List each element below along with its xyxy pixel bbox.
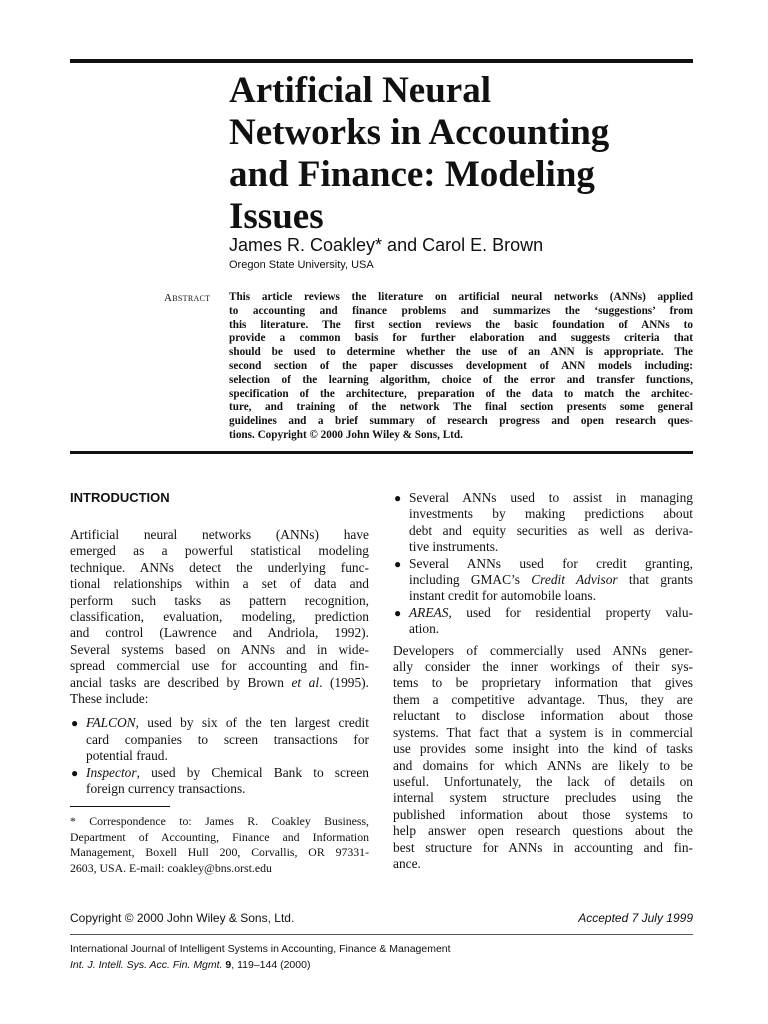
journal-name: International Journal of Intelligent Systems in Accounting, Finance & Management bbox=[70, 943, 451, 955]
citation-volume: 9 bbox=[225, 959, 232, 971]
abstract-line: to accounting and finance problems and summarizes the ‘suggestions’ from bbox=[229, 304, 693, 317]
text-line bbox=[409, 572, 693, 588]
affiliation: Oregon State University, USA bbox=[229, 259, 374, 271]
system-name: AREAS bbox=[409, 604, 449, 620]
text-line bbox=[86, 765, 369, 781]
text-run: that grants bbox=[617, 572, 693, 588]
abstract-label: Abstract bbox=[164, 292, 211, 304]
text-line: internal system structure precludes using the bbox=[393, 790, 693, 806]
journal-citation bbox=[70, 957, 310, 973]
text-line: and domains for which ANNs are likely to be bbox=[393, 757, 693, 773]
text-line: card companies to screen transactions for bbox=[86, 731, 369, 747]
abstract-line: second section of the paper discusses development of ANN models including: bbox=[229, 359, 693, 372]
text-line: ally consider the inner workings of their sys- bbox=[393, 659, 693, 675]
text-line: useful. Unfortunately, the lack of details on bbox=[393, 773, 693, 789]
text-line: technique. ANNs detect the underlying func- bbox=[70, 559, 369, 575]
list-item-investments bbox=[393, 490, 693, 556]
left-column bbox=[70, 490, 369, 798]
abstract-line: selection of the learning algorithm, choice of the error and transfer functions, bbox=[229, 373, 693, 386]
bullet-icon: ● bbox=[394, 491, 402, 505]
footer-rule bbox=[70, 934, 693, 935]
text-run: , used by Chemical Bank to screen bbox=[136, 764, 369, 780]
text-run: , used for residential property valu- bbox=[448, 604, 693, 620]
authors: James R. Coakley* and Carol E. Brown bbox=[229, 235, 544, 255]
abstract-line: This article reviews the literature on artificial neural networks (ANNs) applied bbox=[229, 291, 693, 303]
text-line: tive instruments. bbox=[409, 539, 499, 555]
correspondence-footnote bbox=[70, 814, 369, 876]
text-run: , used by six of the ten largest credit bbox=[135, 715, 369, 731]
text-line: ance. bbox=[393, 855, 421, 871]
top-rule bbox=[70, 59, 693, 63]
text-line: debt and equity securities as well as deriva- bbox=[409, 522, 693, 538]
title-line: Issues bbox=[229, 196, 324, 237]
text-line: systems. That fact that a system is in commercial bbox=[393, 724, 693, 740]
text-line: Several ANNs used for credit granting, bbox=[409, 555, 693, 571]
bullet-icon: ● bbox=[394, 556, 402, 571]
text-line: Several systems based on ANNs and in wide- bbox=[70, 641, 369, 657]
text-line: Artificial neural networks (ANNs) have bbox=[70, 527, 369, 542]
text-line: help answer open research questions about the bbox=[393, 823, 693, 839]
abstract-divider bbox=[70, 451, 693, 454]
text-line: foreign currency transactions. bbox=[86, 781, 246, 797]
text-run: including GMAC’s bbox=[409, 572, 532, 588]
footnote-line: * Correspondence to: James R. Coakley Business, bbox=[70, 814, 369, 828]
text-line bbox=[409, 605, 693, 621]
text-line: tional relationships within a set of data and bbox=[70, 576, 369, 592]
text-line: best structure for ANNs in accounting and fin- bbox=[393, 839, 693, 855]
text-line: and control (Lawrence and Andriola, 1992). bbox=[70, 625, 369, 641]
abstract-line: specification of the architecture, preparation of the data to match the architec- bbox=[229, 387, 693, 400]
footnote-rule bbox=[70, 806, 170, 807]
text-line: perform such tasks as pattern recognition, bbox=[70, 592, 369, 608]
right-column bbox=[393, 490, 693, 872]
text-line: published information about those systems to bbox=[393, 806, 693, 822]
list-item-inspector bbox=[70, 765, 369, 798]
footnote-line: 2603, USA. E-mail: coakley@bns.orst.edu bbox=[70, 860, 272, 875]
text-run: . (1995). bbox=[319, 674, 369, 690]
accepted-date: Accepted 7 July 1999 bbox=[578, 911, 693, 925]
text-line: use provides some insight into the kind of tasks bbox=[393, 741, 693, 757]
abstract-line: tions. Copyright © 2000 John Wiley & Sons, Ltd. bbox=[229, 428, 463, 441]
title-line: Artificial Neural bbox=[229, 70, 491, 111]
text-line: them a competitive advantage. Thus, they are bbox=[393, 691, 693, 707]
list-item-credit bbox=[393, 556, 693, 605]
text-line: Several ANNs used to assist in managing bbox=[409, 490, 693, 505]
bullet-icon: ● bbox=[394, 605, 402, 620]
title-line: and Finance: Modeling bbox=[229, 154, 595, 195]
text-line: These include: bbox=[70, 691, 149, 707]
footnote-line: Department of Accounting, Finance and Information bbox=[70, 829, 369, 844]
text-line: reluctant to disclose information about those bbox=[393, 708, 693, 724]
footnote-line: Management, Boxell Hull 200, Corvallis, OR 97331- bbox=[70, 845, 369, 860]
list-item-falcon bbox=[70, 715, 369, 764]
text-line: investments by making predictions about bbox=[409, 506, 693, 522]
title-line: Networks in Accounting bbox=[229, 112, 610, 153]
bullet-icon: ● bbox=[71, 765, 79, 780]
abstract-line: this literature. The first section reviews the basic foundation of ANNs to bbox=[229, 318, 693, 331]
text-line bbox=[86, 715, 369, 731]
abstract-line: guidelines and a brief summary of research progress and open research ques- bbox=[229, 415, 693, 428]
system-name: FALCON bbox=[86, 715, 136, 731]
abstract-line: ture, and training of the network The final section presents some general bbox=[229, 401, 693, 414]
text-line: Developers of commercially used ANNs gener- bbox=[393, 642, 693, 658]
text-run: ancial tasks are described by Brown bbox=[70, 674, 292, 690]
citation-pages: , 119–144 (2000) bbox=[231, 959, 311, 971]
text-line: tems to be proprietary information that gives bbox=[393, 675, 693, 691]
text-line: instant credit for automobile loans. bbox=[409, 588, 597, 604]
citation-etal: et al bbox=[291, 674, 320, 690]
text-line: emerged as a powerful statistical modeling bbox=[70, 543, 369, 559]
system-name: Credit Advisor bbox=[531, 572, 618, 588]
text-line: ation. bbox=[409, 621, 440, 637]
system-name: Inspector bbox=[86, 764, 137, 780]
developers-paragraph bbox=[393, 643, 693, 873]
citation-journal-abbrev: Int. J. Intell. Sys. Acc. Fin. Mgmt. bbox=[70, 959, 223, 971]
article-title bbox=[229, 70, 699, 238]
text-line: spread commercial use for accounting and fin- bbox=[70, 658, 369, 674]
list-item-areas bbox=[393, 605, 693, 638]
abstract-line: should be used to determine whether the use of an ANN is appropriate. The bbox=[229, 346, 693, 359]
text-line: classification, evaluation, modeling, prediction bbox=[70, 609, 369, 625]
text-line bbox=[70, 675, 369, 691]
copyright-notice: Copyright © 2000 John Wiley & Sons, Ltd. bbox=[70, 911, 295, 925]
text-line: potential fraud. bbox=[86, 748, 168, 764]
intro-paragraph bbox=[70, 527, 369, 707]
abstract-body bbox=[229, 291, 693, 443]
section-heading-introduction: INTRODUCTION bbox=[70, 490, 170, 505]
bullet-icon: ● bbox=[71, 716, 79, 731]
abstract-line: provide a common basis for further elaboration and suggests criteria that bbox=[229, 332, 693, 345]
